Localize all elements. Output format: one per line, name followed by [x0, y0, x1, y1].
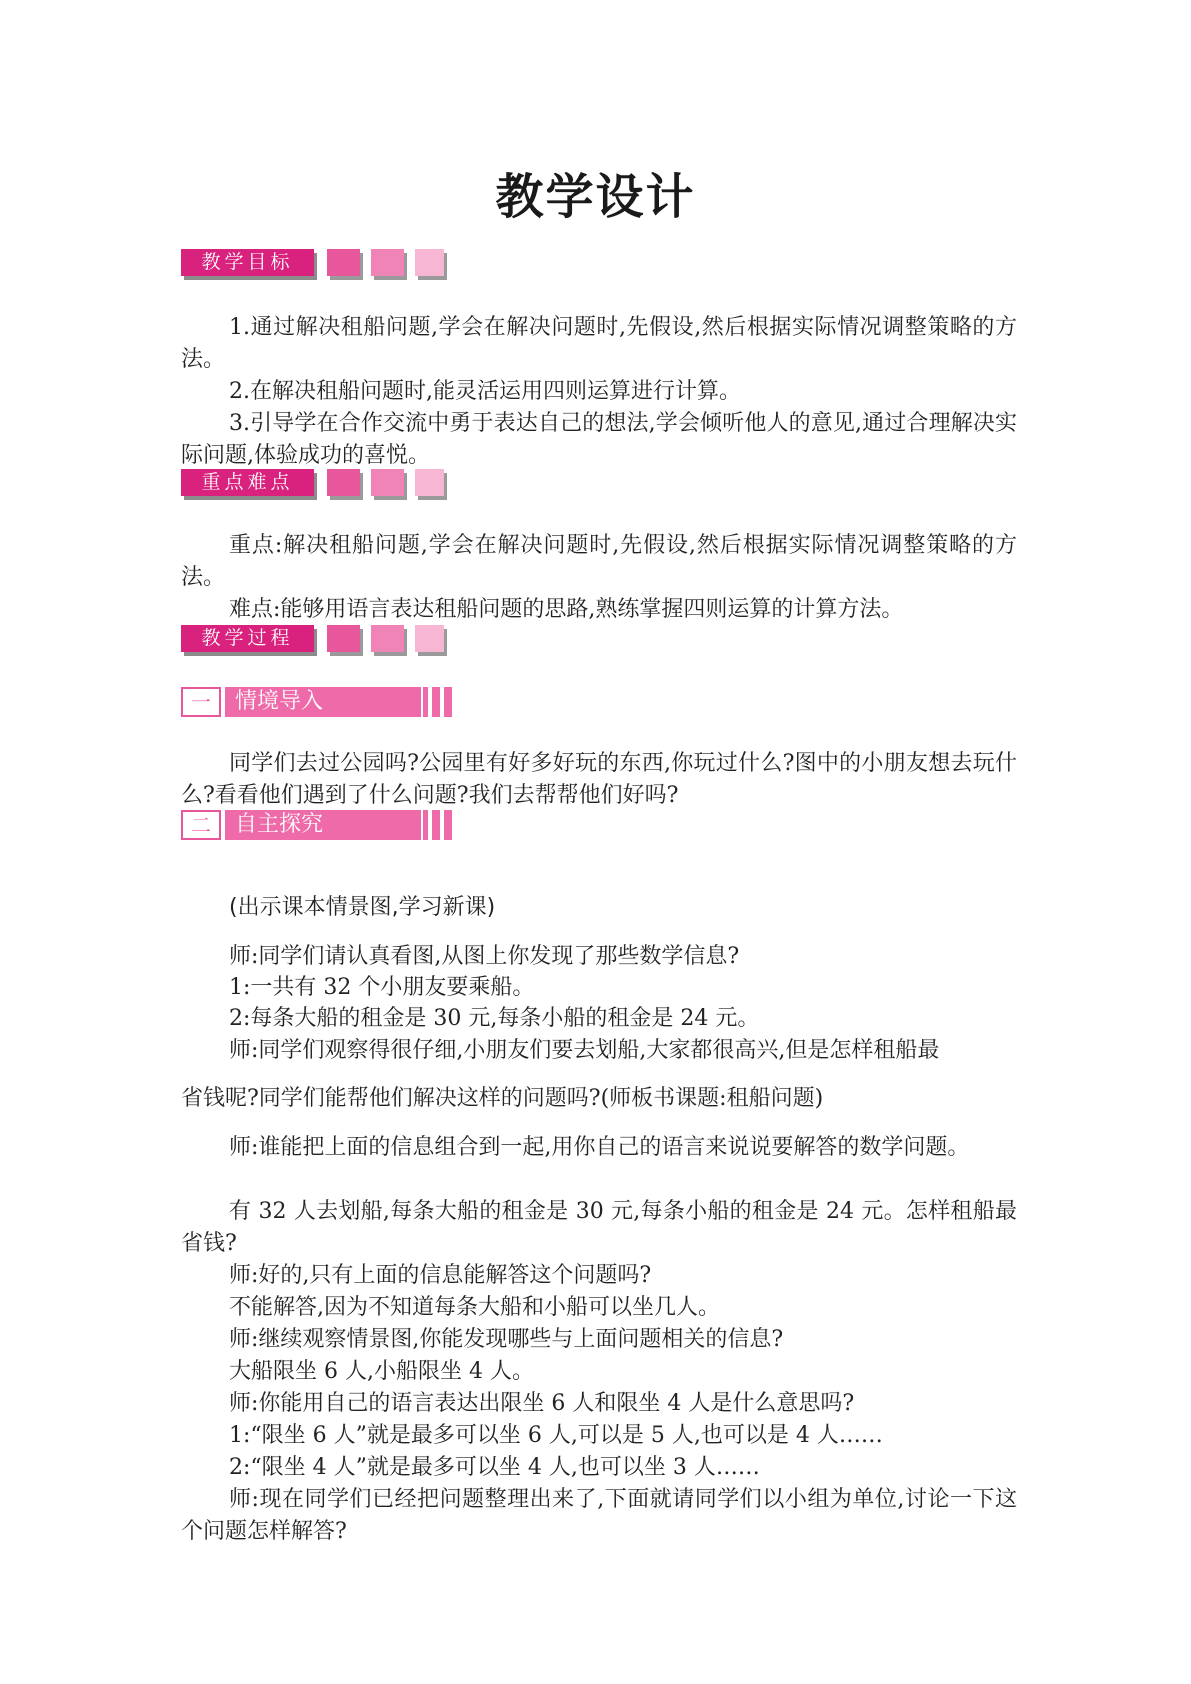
step-title: 情境导入	[225, 687, 421, 717]
explore-paragraph: 师:继续观察情景图,你能发现哪些与上面问题相关的信息?	[229, 1327, 784, 1352]
explore-paragraph: 2:每条大船的租金是 30 元,每条小船的租金是 24 元。	[229, 1006, 760, 1031]
step-header-1	[181, 687, 461, 717]
intro-paragraph: 同学们去过公园吗?公园里有好多好玩的东西,你玩过什么?图中的小朋友想去玩什么?看看他们遇到了什么问题?我们去帮帮他们好吗?	[181, 751, 1017, 808]
explore-paragraph: 不能解答,因为不知道每条大船和小船可以坐几人。	[229, 1295, 720, 1320]
key-point: 重点:解决租船问题,学会在解决问题时,先假设,然后根据实际情况调整策略的方法。	[181, 533, 1017, 590]
section-label: 重点难点	[181, 469, 314, 496]
explore-paragraph: 师:同学们观察得很仔细,小朋友们要去划船,大家都很高兴,但是怎样租船最	[229, 1038, 940, 1063]
section-label: 教学过程	[181, 625, 314, 652]
explore-paragraph: 1:一共有 32 个小朋友要乘船。	[229, 975, 535, 1000]
section-tag-process	[181, 625, 451, 659]
decorative-stripe	[444, 687, 452, 717]
explore-paragraph: 师:现在同学们已经把问题整理出来了,下面就请同学们以小组为单位,讨论一下这个问题怎样解答?	[181, 1487, 1017, 1544]
explore-paragraph: 省钱呢?同学们能帮他们解决这样的问题吗?(师板书课题:租船问题)	[181, 1086, 824, 1111]
section-tag-goals	[181, 249, 451, 283]
step-number: 一	[181, 687, 221, 717]
explore-paragraph: 有 32 人去划船,每条大船的租金是 30 元,每条小船的租金是 24 元。怎样租船最省钱?	[181, 1199, 1017, 1256]
page-title: 教学设计	[495, 169, 696, 225]
decorative-square	[371, 249, 404, 276]
decorative-square	[415, 469, 444, 496]
step-number: 二	[181, 810, 221, 840]
decorative-square	[327, 625, 360, 652]
section-label: 教学目标	[181, 249, 314, 276]
decorative-stripe	[432, 810, 440, 840]
section-tag-key-points	[181, 469, 451, 503]
explore-paragraph: 2:“限坐 4 人”就是最多可以坐 4 人,也可以坐 3 人……	[229, 1455, 760, 1480]
goal-item-1: 1.通过解决租船问题,学会在解决问题时,先假设,然后根据实际情况调整策略的方法。	[181, 315, 1017, 372]
explore-paragraph: 师:你能用自己的语言表达出限坐 6 人和限坐 4 人是什么意思吗?	[229, 1391, 855, 1416]
decorative-stripe	[423, 687, 428, 717]
decorative-stripe	[423, 810, 428, 840]
explore-paragraph: 师:好的,只有上面的信息能解答这个问题吗?	[229, 1263, 652, 1288]
decorative-stripe	[432, 687, 440, 717]
decorative-square	[415, 249, 444, 276]
goal-item-3: 3.引导学在合作交流中勇于表达自己的想法,学会倾听他人的意见,通过合理解决实际问题,体验成功的喜悦。	[181, 411, 1017, 468]
decorative-square	[327, 249, 360, 276]
difficult-point: 难点:能够用语言表达租船问题的思路,熟练掌握四则运算的计算方法。	[229, 597, 904, 622]
explore-paragraph: 师:同学们请认真看图,从图上你发现了那些数学信息?	[229, 944, 740, 969]
explore-paragraph: 大船限坐 6 人,小船限坐 4 人。	[229, 1359, 534, 1384]
explore-paragraph: 1:“限坐 6 人”就是最多可以坐 6 人,可以是 5 人,也可以是 4 人……	[229, 1423, 883, 1448]
goal-item-2: 2.在解决租船问题时,能灵活运用四则运算进行计算。	[229, 379, 741, 404]
decorative-square	[415, 625, 444, 652]
step-title: 自主探究	[225, 810, 421, 840]
explore-paragraph: 师:谁能把上面的信息组合到一起,用你自己的语言来说说要解答的数学问题。	[229, 1135, 970, 1160]
explore-paragraph: (出示课本情景图,学习新课)	[229, 895, 496, 920]
decorative-square	[327, 469, 360, 496]
decorative-square	[371, 469, 404, 496]
decorative-stripe	[444, 810, 452, 840]
decorative-square	[371, 625, 404, 652]
step-header-2	[181, 810, 461, 840]
